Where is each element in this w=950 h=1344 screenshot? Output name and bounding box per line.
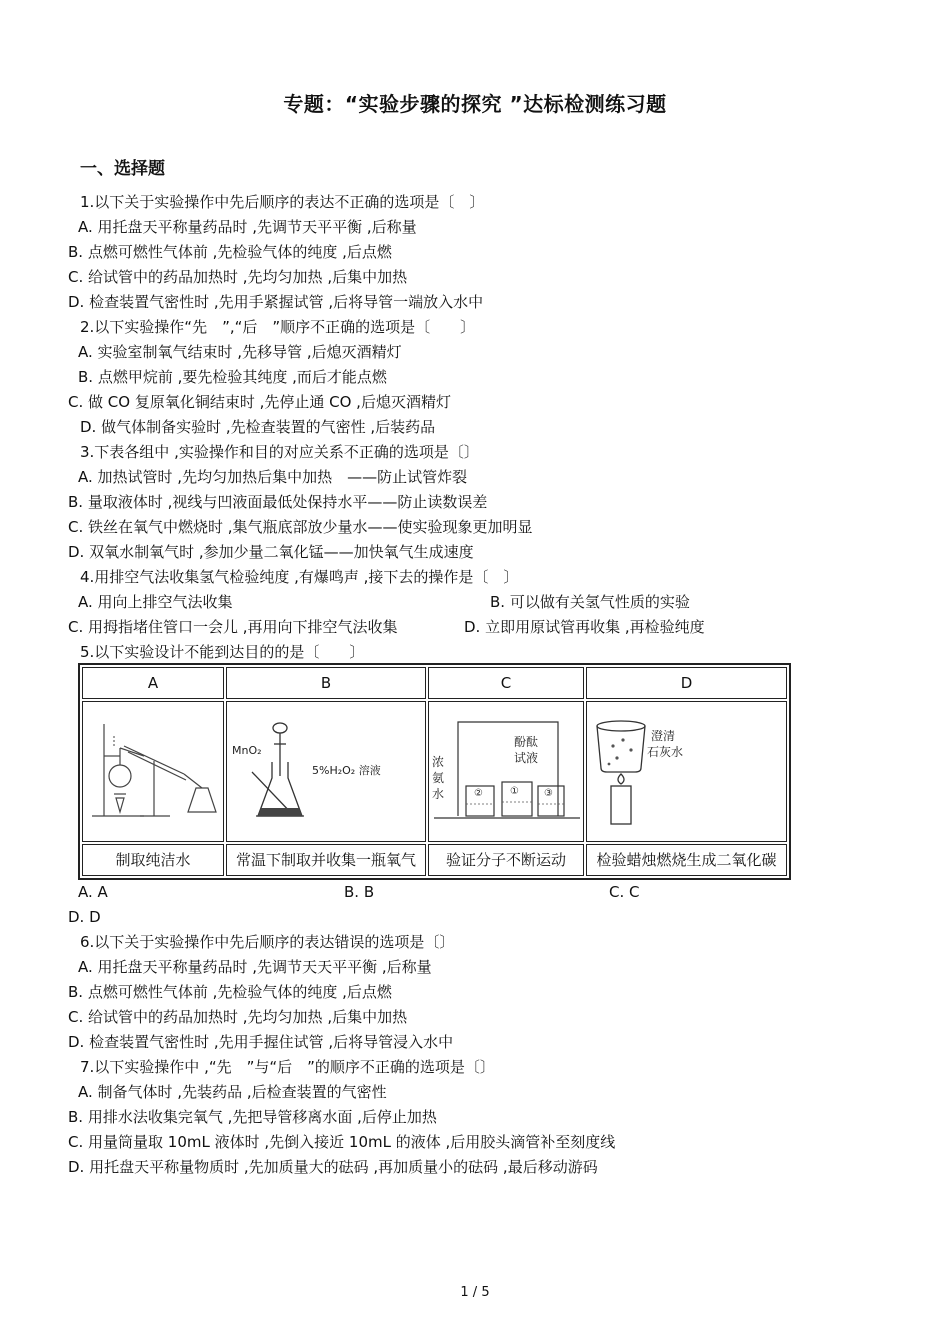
caption-cell-b: 常温下制取并收集一瓶氧气 — [226, 844, 426, 876]
ammonia-label-2: 氨 — [432, 771, 445, 786]
question-3-stem: 3.下表各组中 ,实验操作和目的对应关系不正确的选项是〔〕 — [80, 443, 479, 461]
question-4-option-a: A. 用向上排空气法收集 — [78, 593, 233, 611]
section-heading: 一、选择题 — [80, 159, 165, 179]
caption-cell-a: 制取纯洁水 — [82, 844, 224, 876]
beaker-label-3: ③ — [544, 788, 553, 800]
question-1-option-b: B. 点燃可燃性气体前 ,先检验气体的纯度 ,后点燃 — [68, 243, 392, 261]
question-5-stem: 5.以下实验设计不能到达目的的是〔 〕 — [80, 643, 365, 661]
phenolphthalein-label-2: 试液 — [514, 751, 539, 766]
header-cell-d: D — [586, 667, 787, 699]
caption-cell-d: 检验蜡烛燃烧生成二氧化碳 — [586, 844, 787, 876]
question-2-option-c: C. 做 CO 复原氧化铜结束时 ,先停止通 CO ,后熄灭酒精灯 — [68, 393, 451, 411]
question-3-option-d: D. 双氧水制氧气时 ,参加少量二氧化锰——加快氧气生成速度 — [68, 543, 474, 561]
page-number: 1 / 5 — [460, 1285, 490, 1300]
question-6-option-b: B. 点燃可燃性气体前 ,先检验气体的纯度 ,后点燃 — [68, 983, 392, 1001]
flask-funnel-icon — [228, 716, 424, 826]
question-6-option-d: D. 检查装置气密性时 ,先用手握住试管 ,后将导管浸入水中 — [68, 1033, 454, 1051]
question-6-option-a: A. 用托盘天平称量药品时 ,先调节天天平平衡 ,后称量 — [78, 958, 432, 976]
question-1-option-a: A. 用托盘天平称量药品时 ,先调节天平平衡 ,后称量 — [78, 218, 417, 236]
ammonia-label-3: 水 — [432, 787, 445, 802]
beaker-label-2: ② — [474, 788, 483, 800]
question-4-option-d: D. 立即用原试管再收集 ,再检验纯度 — [464, 618, 705, 636]
table-header-row — [82, 667, 787, 699]
beaker-label-1: ① — [510, 786, 519, 798]
question-5-option-d: D. D — [68, 908, 101, 926]
page-title: 专题：“实验步骤的探究 ”达标检测练习题 — [283, 92, 667, 116]
question-2-option-b: B. 点燃甲烷前 ,要先检验其纯度 ,而后才能点燃 — [78, 368, 387, 386]
question-3-option-b: B. 量取液体时 ,视线与凹液面最低处保持水平——防止读数误差 — [68, 493, 488, 511]
question-2-option-d: D. 做气体制备实验时 ,先检查装置的气密性 ,后装药品 — [80, 418, 436, 436]
ammonia-label-1: 浓 — [432, 755, 445, 770]
question-7-option-a: A. 制备气体时 ,先装药品 ,后检查装置的气密性 — [78, 1083, 387, 1101]
header-cell-c: C — [428, 667, 584, 699]
question-2-option-a: A. 实验室制氧气结束时 ,先移导管 ,后熄灭酒精灯 — [78, 343, 402, 361]
limewater-label-1: 澄清 — [650, 729, 675, 744]
question-7-option-d: D. 用托盘天平称量物质时 ,先加质量大的砝码 ,再加质量小的砝码 ,最后移动游码 — [68, 1158, 598, 1176]
table-caption-row — [82, 844, 787, 876]
question-5-option-c: C. C — [609, 883, 640, 901]
molecule-movement-illustration — [428, 701, 584, 841]
phenolphthalein-label-1: 酚酞 — [514, 735, 539, 750]
limewater-label-2: 石灰水 — [646, 745, 683, 760]
distillation-apparatus-icon — [84, 716, 222, 826]
candle-beaker-icon — [589, 716, 785, 826]
question-1-option-d: D. 检查装置气密性时 ,先用手紧握试管 ,后将导管一端放入水中 — [68, 293, 484, 311]
question-5-option-b: B. B — [344, 883, 375, 901]
question-4-option-c: C. 用拇指堵住管口一会儿 ,再用向下排空气法收集 — [68, 618, 398, 636]
question-4-option-b: B. 可以做有关氢气性质的实验 — [490, 593, 690, 611]
oxygen-generation-illustration — [226, 701, 426, 841]
mno2-label: MnO₂ — [232, 744, 262, 758]
question-7-option-c: C. 用量筒量取 10mL 液体时 ,先倒入接近 10mL 的液体 ,后用胶头滴管补至刻度线 — [68, 1133, 616, 1151]
question-1-option-c: C. 给试管中的药品加热时 ,先均匀加热 ,后集中加热 — [68, 268, 408, 286]
question-7-stem: 7.以下实验操作中 ,“先 ”与“后 ”的顺序不正确的选项是〔〕 — [80, 1058, 495, 1076]
table-image-row — [82, 701, 787, 841]
question-6-stem: 6.以下关于实验操作中先后顺序的表达错误的选项是〔〕 — [80, 933, 455, 951]
question-3-option-c: C. 铁丝在氧气中燃烧时 ,集气瓶底部放少量水——使实验现象更加明显 — [68, 518, 533, 536]
question-6-option-c: C. 给试管中的药品加热时 ,先均匀加热 ,后集中加热 — [68, 1008, 408, 1026]
question-5-option-a: A. A — [78, 883, 108, 901]
question-7-option-b: B. 用排水法收集完氧气 ,先把导管移离水面 ,后停止加热 — [68, 1108, 437, 1126]
experiment-table — [78, 663, 791, 880]
question-1-stem: 1.以下关于实验操作中先后顺序的表达不正确的选项是〔 〕 — [80, 193, 485, 211]
question-2-stem: 2.以下实验操作“先 ”,“后 ”顺序不正确的选项是〔 〕 — [80, 318, 476, 336]
question-3-option-a: A. 加热试管时 ,先均匀加热后集中加热 ——防止试管炸裂 — [78, 468, 468, 486]
candle-co2-illustration — [586, 701, 787, 841]
distillation-apparatus-illustration — [82, 701, 224, 841]
h2o2-label: 5%H₂O₂ 溶液 — [312, 764, 381, 778]
caption-cell-c: 验证分子不断运动 — [428, 844, 584, 876]
beaker-bell-jar-icon — [430, 716, 582, 826]
header-cell-a: A — [82, 667, 224, 699]
header-cell-b: B — [226, 667, 426, 699]
question-4-stem: 4.用排空气法收集氢气检验纯度 ,有爆鸣声 ,接下去的操作是〔 〕 — [80, 568, 519, 586]
